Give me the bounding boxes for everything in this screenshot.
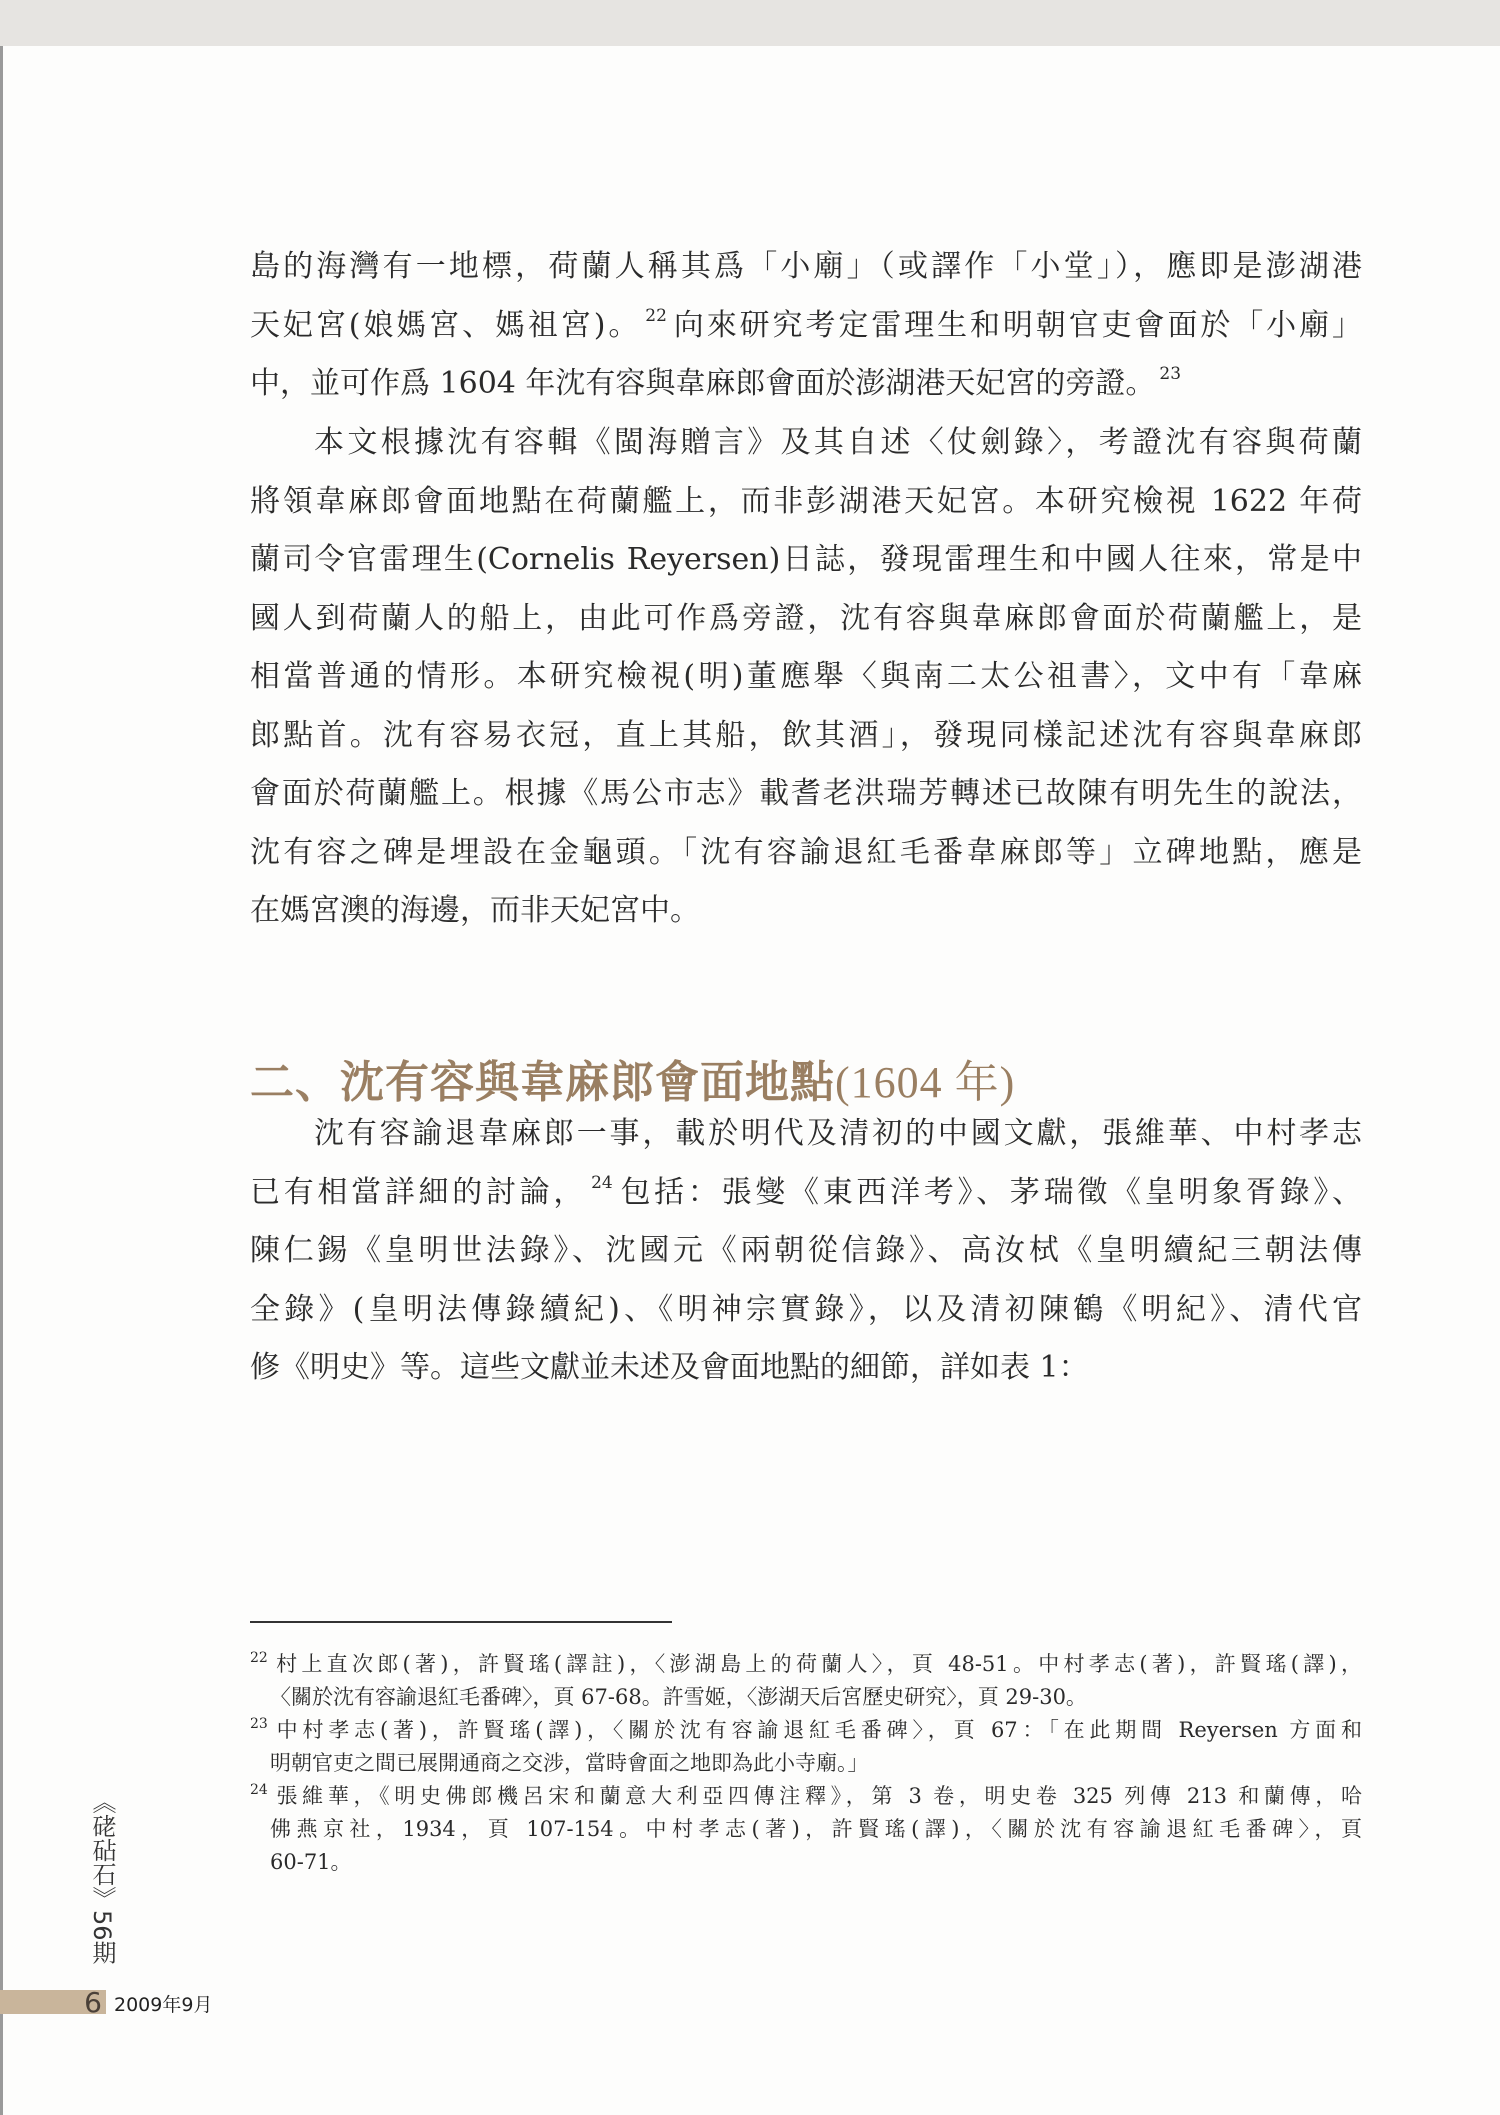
text-segment: 在媽宮澳的海邊，而非天妃宮中。 [250, 893, 700, 928]
text-segment: 郎點首。沈有容易衣冠，直上其船，飲其酒」，發現同樣記述沈有容與韋麻郎 [250, 717, 1362, 753]
section-heading-title: 二、沈有容與韋麻郎會面地點 [250, 1057, 835, 1108]
paragraph-3 [250, 1105, 1362, 1398]
footnote-reference[interactable]: 22 [645, 305, 667, 326]
page-number-bar [0, 1986, 106, 2019]
text-segment: 沈有容之碑是埋設在金龜頭。「沈有容諭退紅毛番韋麻郎等」立碑地點，應是 [250, 834, 1362, 870]
footnote-reference[interactable]: 23 [1159, 364, 1182, 384]
text-segment: 中，並可作爲 1604 年沈有容與韋麻郎會面於澎湖港天妃宮的旁證。 [250, 366, 1156, 401]
text-line [250, 1105, 1362, 1164]
text-segment: 蘭司令官雷理生(Cornelis Reyersen)日誌，發現雷理生和中國人往來，常是中 [250, 542, 1362, 577]
footnote-line [250, 1747, 1362, 1780]
text-line [250, 414, 1362, 473]
text-segment: 已有相當詳細的討論， [250, 1174, 588, 1210]
paragraph-1 [250, 238, 1362, 414]
footnote-line [250, 1714, 1362, 1747]
text-line [250, 238, 1362, 297]
text-line [250, 1339, 1362, 1398]
footnote-text: 佛燕京社，1934，頁 107-154。中村孝志(著)，許賢瑤(譯)，〈關於沈有容諭退紅毛番碑〉，頁 [270, 1817, 1362, 1841]
section-heading [250, 1046, 1015, 1110]
footnote-reference[interactable]: 24 [591, 1172, 613, 1193]
text-segment: 陳仁錫《皇明世法錄》、沈國元《兩朝從信錄》、高汝栻《皇明續紀三朝法傳 [250, 1233, 1362, 1268]
text-segment: 島的海灣有一地標，荷蘭人稱其爲「小廟」（或譯作「小堂」），應即是澎湖港 [250, 249, 1362, 284]
text-line [250, 473, 1362, 532]
footnote-divider [250, 1621, 672, 1623]
text-line [250, 1281, 1362, 1340]
paragraph-2 [250, 414, 1362, 941]
text-line [250, 648, 1362, 707]
footnote-line [250, 1780, 1362, 1813]
text-line [250, 707, 1362, 766]
text-line [250, 531, 1362, 590]
footnote-text: 60-71。 [270, 1850, 352, 1874]
section-heading-year: (1604 年) [835, 1058, 1016, 1107]
text-segment: 向來研究考定雷理生和明朝官吏會面於「小廟」 [670, 307, 1362, 343]
text-segment: 會面於荷蘭艦上。根據《馬公市志》載耆老洪瑞芳轉述已故陳有明先生的說法， [250, 776, 1362, 811]
journal-title: 《硓砧石》56期 [88, 1790, 116, 1965]
text-line [250, 590, 1362, 649]
text-segment: 將領韋麻郎會面地點在荷蘭艦上，而非彭湖港天妃宮。本研究檢視 1622 年荷 [250, 483, 1362, 519]
text-line [250, 355, 1362, 414]
footnote-text: 明朝官吏之間已展開通商之交涉，當時會面之地即為此小寺廟。」 [270, 1751, 869, 1775]
footnote-line [250, 1846, 1362, 1879]
text-line [250, 1164, 1362, 1223]
footnote-number: 24 [250, 1782, 268, 1798]
text-line [250, 882, 1362, 941]
footnote-line [250, 1681, 1362, 1714]
footnotes [250, 1648, 1362, 1879]
footnote-text: 村上直次郎(著)，許賢瑤(譯註)，〈澎湖島上的荷蘭人〉，頁 48-51。中村孝志(著)，許賢瑤(譯)， [271, 1652, 1362, 1676]
scan-left-edge [0, 46, 3, 2115]
page-number: 6 [84, 1986, 102, 2019]
text-line [250, 297, 1362, 356]
footnote-text: 張維華，《明史佛郎機呂宋和蘭意大利亞四傳注釋》，第 3 卷，明史卷 325 列傳 213 和蘭傳，哈 [271, 1784, 1362, 1808]
text-segment: 天妃宮(娘媽宮、媽祖宮)。 [250, 307, 642, 343]
text-segment: 相當普通的情形。本研究檢視(明)董應舉〈與南二太公祖書〉，文中有「韋麻 [250, 659, 1362, 694]
text-line [250, 765, 1362, 824]
scan-top-band [0, 0, 1500, 46]
footnote-number: 22 [250, 1650, 268, 1666]
footnote-line [250, 1813, 1362, 1846]
text-line [250, 1222, 1362, 1281]
text-segment: 全錄》(皇明法傳錄續紀)、《明神宗實錄》，以及清初陳鶴《明紀》、清代官 [250, 1291, 1362, 1327]
issue-date: 2009年9月 [114, 1994, 213, 2016]
text-segment: 沈有容諭退韋麻郎一事，載於明代及清初的中國文獻，張維華、中村孝志 [314, 1116, 1362, 1151]
footnote-number: 23 [250, 1716, 268, 1732]
text-segment: 包括：張燮《東西洋考》、茅瑞徵《皇明象胥錄》、 [616, 1174, 1363, 1210]
text-segment: 本文根據沈有容輯《閩海贈言》及其自述〈仗劍錄〉，考證沈有容與荷蘭 [314, 425, 1362, 460]
text-line [250, 824, 1362, 883]
text-segment: 修《明史》等。這些文獻並未述及會面地點的細節，詳如表 1： [250, 1350, 1089, 1385]
footnote-line [250, 1648, 1362, 1681]
footnote-text: 中村孝志(著)，許賢瑤(譯)，〈關於沈有容諭退紅毛番碑〉，頁 67：「在此期間 Reyersen 方面和 [271, 1718, 1362, 1742]
footnote-text: 〈關於沈有容諭退紅毛番碑〉，頁 67-68。許雪姬，〈澎湖天后宮歷史研究〉，頁 29-30。 [270, 1685, 1087, 1709]
text-segment: 國人到荷蘭人的船上，由此可作爲旁證，沈有容與韋麻郎會面於荷蘭艦上，是 [250, 600, 1362, 636]
